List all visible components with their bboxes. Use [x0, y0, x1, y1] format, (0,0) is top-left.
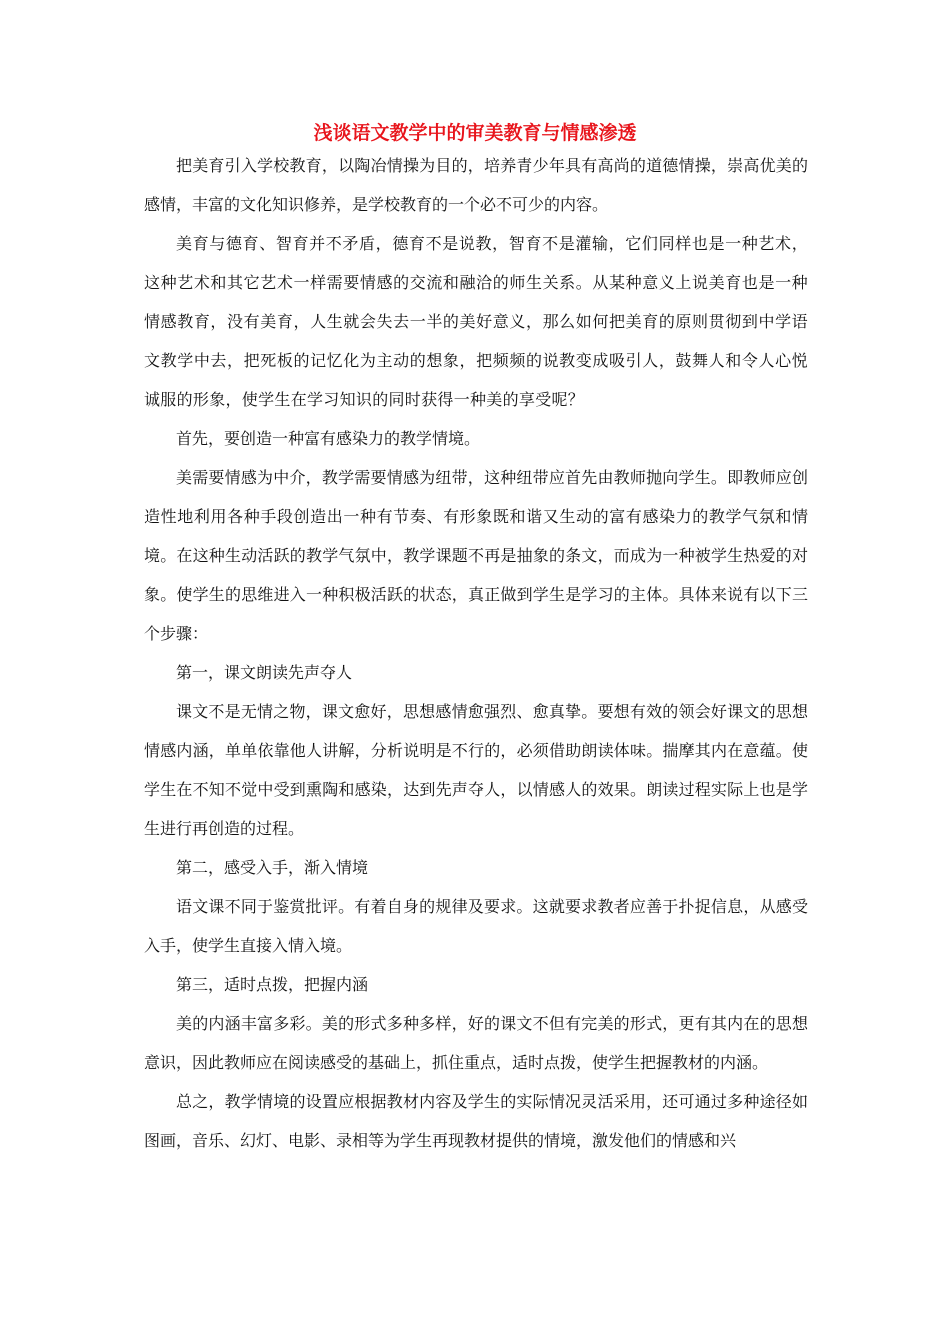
- paragraph-intro: 把美育引入学校教育，以陶冶情操为目的，培养青少年具有高尚的道德情操，崇高优美的感情，丰富的文化知识修养，是学校教育的一个必不可少的内容。: [144, 156, 808, 214]
- paragraph-step-three-heading: 第三，适时点拨，把握内涵: [176, 975, 369, 994]
- paragraph-step-one-body: 课文不是无情之物，课文愈好，思想感情愈强烈、愈真挚。要想有效的领会好课文的思想情感内涵，单单依靠他人讲解，分析说明是不行的，必须借助朗读体味。揣摩其内在意蕴。使学生在不知不觉中受到熏陶和感染，达到先声夺人，以情感人的效果。朗读过程实际上也是学生进行再创造的过程。: [144, 702, 808, 838]
- paragraph-step-one-heading: 第一，课文朗读先声夺人: [176, 663, 353, 682]
- paragraph-step-two-body: 语文课不同于鉴赏批评。有着自身的规律及要求。这就要求教者应善于扑捉信息，从感受入手，使学生直接入情入境。: [144, 897, 808, 955]
- paragraph-emotion-medium: 美需要情感为中介，教学需要情感为纽带，这种纽带应首先由教师抛向学生。即教师应创造性地利用各种手段创造出一种有节奏、有形象既和谐又生动的富有感染力的教学气氛和情境。在这种生动活跃的教学气氛中，教学课题不再是抽象的条文，而成为一种被学生热爱的对象。使学生的思维进入一种积极活跃的状态，真正做到学生是学习的主体。具体来说有以下三个步骤：: [144, 468, 808, 643]
- paragraph-step-two-heading: 第二，感受入手，渐入情境: [176, 858, 369, 877]
- paragraph-conclusion: 总之，教学情境的设置应根据教材内容及学生的实际情况灵活采用，还可通过多种途径如图画，音乐、幻灯、电影、录相等为学生再现教材提供的情境，激发他们的情感和兴: [144, 1092, 808, 1150]
- document-title: 浅谈语文教学中的审美教育与情感渗透: [313, 122, 637, 144]
- paragraph-aesthetic-moral: 美育与德育、智育并不矛盾，德育不是说教，智育不是灌输，它们同样也是一种艺术，这种艺术和其它艺术一样需要情感的交流和融洽的师生关系。从某种意义上说美育也是一种情感教育，没有美育，人生就会失去一半的美好意义，那么如何把美育的原则贯彻到中学语文教学中去，把死板的记忆化为主动的想象，把频频的说教变成吸引人，鼓舞人和令人心悦诚服的形象，使学生在学习知识的同时获得一种美的享受呢？: [144, 234, 808, 409]
- paragraph-first-point: 首先，要创造一种富有感染力的教学情境。: [176, 429, 481, 448]
- document-body: [144, 146, 808, 1160]
- paragraph-step-three-body: 美的内涵丰富多彩。美的形式多种多样，好的课文不但有完美的形式，更有其内在的思想意识，因此教师应在阅读感受的基础上，抓住重点，适时点拨，使学生把握教材的内涵。: [144, 1014, 808, 1072]
